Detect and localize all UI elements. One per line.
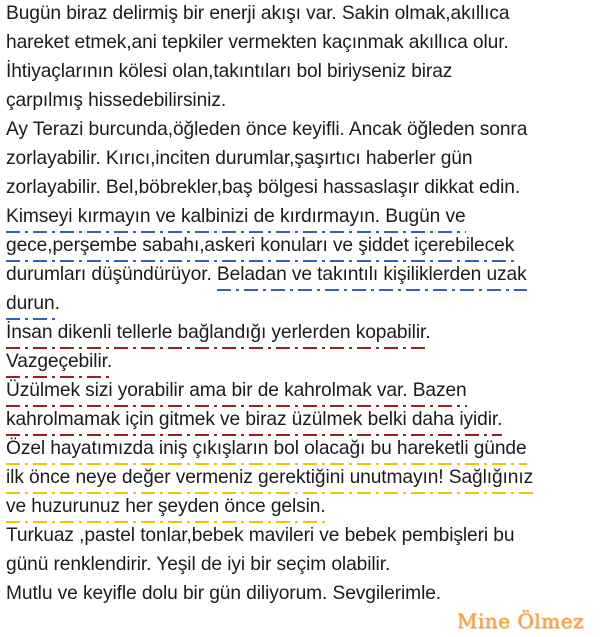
text-line-highlighted xyxy=(6,437,527,461)
underline-yellow: ve huzurunuz her şeyden önce gelsin. xyxy=(6,496,326,517)
underline-blue: Kimseyi kırmayın ve kalbinizi de kırdırmayın. Bugün ve xyxy=(6,206,466,227)
underline-yellow: ilk önce neye değer vermeniz gerektiğini unutmayın! Sağlığınız xyxy=(6,467,534,488)
text-line: günü renklendirir. Yeşil de iyi bir seçim olabilir. xyxy=(6,554,391,575)
underline-blue: gece,perşembe sabahı,askeri konuları ve şiddet içerebilecek xyxy=(6,235,515,256)
text-line-highlighted xyxy=(6,408,502,432)
text-line: İhtiyaçlarının kölesi olan,takıntıları bol biriyseniz biraz xyxy=(6,61,453,82)
underline-red: Vazgeçebilir. xyxy=(6,351,113,372)
text-line: Mutlu ve keyifle dolu bir gün diliyorum. Sevgilerimle. xyxy=(6,583,442,604)
text-line: zorlayabilir. Kırıcı,inciten durumlar,şaşırtıcı haberler gün xyxy=(6,148,473,169)
text-line-highlighted xyxy=(6,205,466,229)
underline-red: kahrolmamak için gitmek ve biraz üzülmek belki daha iyidir. xyxy=(6,409,503,430)
text-line-highlighted xyxy=(6,466,533,490)
text-line-highlighted xyxy=(6,379,467,403)
text-line: durumları düşündürüyor. Beladan ve takıntılı kişiliklerden uzak xyxy=(6,264,527,285)
text-line: Bugün biraz delirmiş bir enerji akışı var. Sakin olmak,akıllıca xyxy=(6,3,510,24)
text-line-highlighted xyxy=(6,234,514,258)
underline-red: İnsan dikenli tellerle bağlandığı yerlerden kopabilir. xyxy=(6,322,431,343)
underline-blue: Beladan ve takıntılı kişiliklerden uzak xyxy=(216,264,527,285)
author-signature: Mine Ölmez xyxy=(456,609,584,633)
text-line: Turkuaz ,pastel tonlar,bebek mavileri ve bebek pembişleri bu xyxy=(6,525,515,546)
text-line-highlighted xyxy=(6,292,60,316)
text-line-highlighted xyxy=(6,321,430,345)
text-line: çarpılmış hissedebilirsiniz. xyxy=(6,90,227,111)
underline-blue: durun. xyxy=(6,293,60,314)
text-line: hareket etmek,ani tepkiler vermekten kaçınmak akıllıca olur. xyxy=(6,32,509,53)
underline-yellow: Özel hayatımızda iniş çıkışların bol olacağı bu hareketli günde xyxy=(6,438,527,459)
text-line-highlighted xyxy=(6,350,112,374)
text-line: Ay Terazi burcunda,öğleden önce keyifli. Ancak öğleden sonra xyxy=(6,119,528,140)
underline-red: Üzülmek sizi yorabilir ama bir de kahrolmak var. Bazen xyxy=(6,380,467,401)
text-line-highlighted xyxy=(6,495,326,519)
text-line: zorlayabilir. Bel,böbrekler,baş bölgesi hassaslaşır dikkat edin. xyxy=(6,177,521,198)
